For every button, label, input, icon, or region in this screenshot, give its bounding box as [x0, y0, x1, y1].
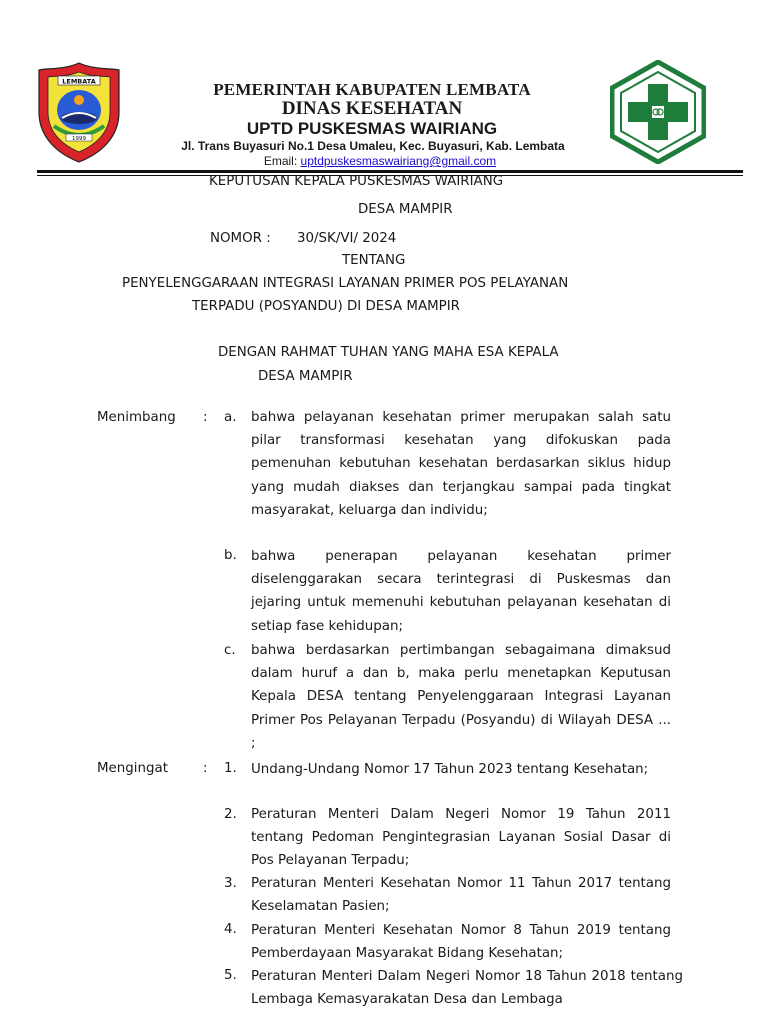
- mengingat-item-4: Peraturan Menteri Kesehatan Nomor 8 Tahun 2019 tentang Pemberdayaan Masyarakat Bidang Kesehatan;: [251, 923, 671, 962]
- letterhead-agency: DINAS KESEHATAN: [281, 98, 463, 119]
- subject-line-2: TERPADU (POSYANDU) DI DESA MAMPIR: [192, 299, 460, 314]
- puskesmas-logo-icon: [610, 60, 706, 164]
- menimbang-colon: :: [203, 410, 208, 425]
- email-label: Email:: [263, 154, 301, 168]
- mengingat-marker-2: 2.: [224, 807, 237, 822]
- rahmat-line-1: DENGAN RAHMAT TUHAN YANG MAHA ESA KEPALA: [218, 345, 559, 360]
- letterhead-government: PEMERINTAH KABUPATEN LEMBATA: [213, 80, 531, 99]
- letterhead-email-line: [250, 154, 510, 168]
- menimbang-marker-a: a.: [224, 410, 237, 425]
- mengingat-item-2: Peraturan Menteri Dalam Negeri Nomor 19 Tahun 2011 tentang Pedoman Pengintegrasian Layanan Sosial Dasar di Pos Pelayanan Terpadu;: [251, 807, 671, 869]
- letterhead-address: Jl. Trans Buyasuri No.1 Desa Umaleu, Kec. Buyasuri, Kab. Lembata: [181, 139, 565, 153]
- decree-title-village: DESA MAMPIR: [358, 202, 453, 217]
- mengingat-marker-4: 4.: [224, 922, 237, 937]
- nomor-value: 30/SK/VI/ 2024: [297, 231, 397, 246]
- menimbang-item-c: bahwa berdasarkan pertimbangan sebagaimana dimaksud dalam huruf a dan b, maka perlu menetapkan Keputusan Kepala DESA tentang Penyelenggaraan Integrasi Layanan Primer Pos Pelayanan Terpadu (Posyandu) di Wilayah DESA ... ;: [251, 643, 671, 751]
- rahmat-line-2: DESA MAMPIR: [258, 369, 353, 384]
- decree-title: KEPUTUSAN KEPALA PUSKESMAS WAIRIANG: [209, 174, 504, 189]
- menimbang-label: Menimbang: [97, 410, 176, 425]
- nomor-label: NOMOR :: [210, 231, 271, 246]
- mengingat-colon: :: [203, 761, 208, 776]
- email-link[interactable]: uptdpuskesmaswairiang@gmail.com: [300, 154, 497, 168]
- mengingat-marker-3: 3.: [224, 876, 237, 891]
- mengingat-item-1: Undang-Undang Nomor 17 Tahun 2023 tentang Kesehatan;: [251, 762, 649, 777]
- logo-label-year: 1999: [72, 136, 86, 142]
- subject-line-1: PENYELENGGARAAN INTEGRASI LAYANAN PRIMER POS PELAYANAN: [122, 276, 569, 291]
- letterhead-unit: UPTD PUSKESMAS WAIRIANG: [246, 119, 498, 138]
- tentang-heading: TENTANG: [342, 253, 406, 268]
- menimbang-marker-b: b.: [224, 548, 237, 563]
- mengingat-marker-5: 5.: [224, 968, 237, 983]
- mengingat-marker-1: 1.: [224, 761, 237, 776]
- lembata-coat-of-arms-icon: [36, 60, 122, 164]
- mengingat-item-5: Peraturan Menteri Dalam Negeri Nomor 18 Tahun 2018 tentang Lembaga Kemasyarakatan Desa dan Lembaga: [251, 969, 683, 1008]
- menimbang-item-a: bahwa pelayanan kesehatan primer merupakan salah satu pilar transformasi kesehatan yang difokuskan pada pemenuhan kebutuhan kesehatan berdasarkan siklus hidup yang mudah diakses dan terjangkau sampai pada tingkat masyarakat, keluarga dan individu;: [251, 410, 671, 518]
- menimbang-item-b: bahwa penerapan pelayanan kesehatan primer diselenggarakan secara terintegrasi di Puskesmas dan jejaring untuk memenuhi kebutuhan pelayanan kesehatan di setiap fase kehidupan;: [251, 549, 671, 634]
- logo-label-lembata: LEMBATA: [62, 77, 96, 86]
- menimbang-marker-c: c.: [224, 643, 236, 658]
- mengingat-label: Mengingat: [97, 761, 168, 776]
- mengingat-item-3: Peraturan Menteri Kesehatan Nomor 11 Tahun 2017 tentang Keselamatan Pasien;: [251, 876, 671, 915]
